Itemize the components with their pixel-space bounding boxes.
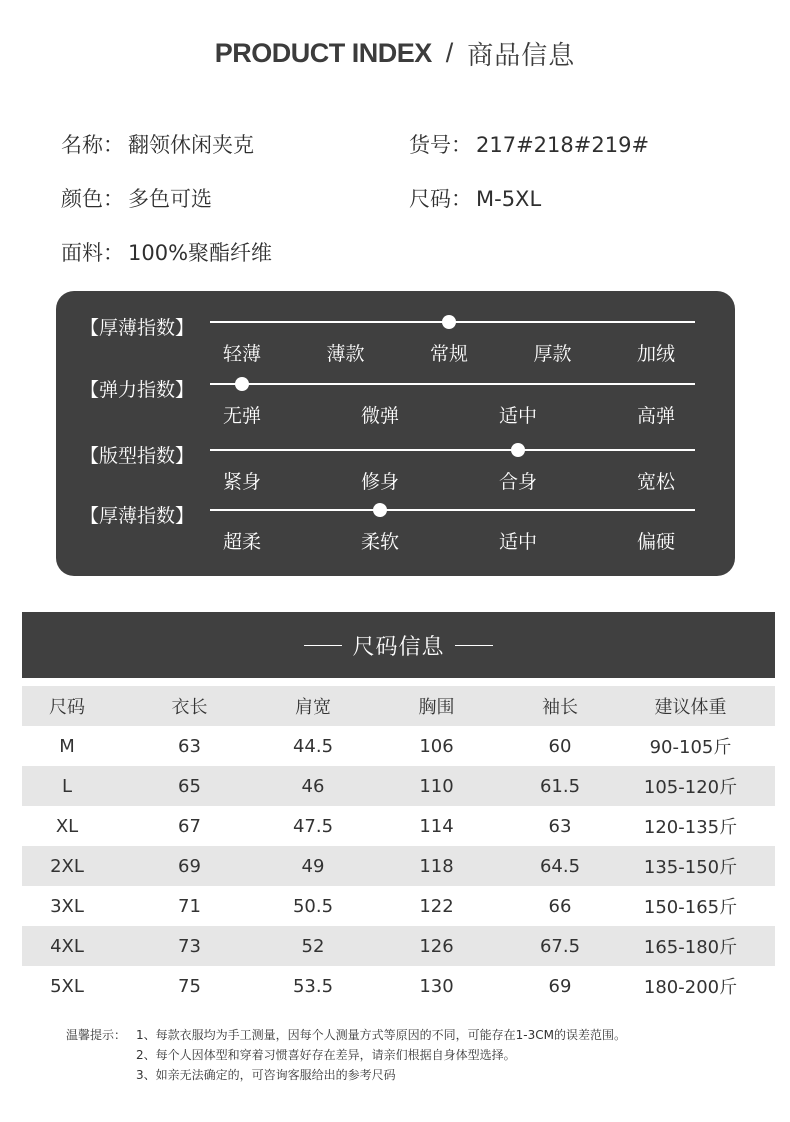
table-cell: 2XL: [50, 855, 84, 877]
banner-dash-left: [304, 645, 342, 646]
table-header-cell: 尺码: [49, 697, 85, 718]
index-option: 常规: [429, 343, 469, 365]
index-option: 紧身: [222, 471, 262, 493]
title-chinese: 商品信息: [467, 40, 576, 71]
table-cell: 120-135斤: [643, 817, 738, 838]
table-cell: 46: [301, 775, 325, 797]
banner-dash-right: [455, 645, 493, 646]
index-option: 轻薄: [222, 343, 262, 365]
table-cell: 61.5: [539, 775, 581, 797]
index-option: 柔软: [360, 531, 400, 553]
index-option: 偏硬: [636, 531, 676, 553]
table-row: [22, 886, 775, 926]
info-fabric: [61, 237, 272, 267]
index-option: 厚款: [533, 343, 572, 365]
table-header-row: [22, 686, 775, 726]
info-name-label: 名称：: [61, 133, 124, 157]
table-cell: XL: [55, 815, 79, 837]
index-option: 超柔: [222, 531, 262, 553]
info-item-no: [409, 129, 649, 159]
info-color-value: 多色可选: [128, 187, 212, 211]
info-fabric-label: 面料：: [61, 241, 124, 265]
table-cell: 60: [548, 735, 572, 757]
table-cell: 106: [419, 735, 454, 757]
info-size-label: 尺码：: [409, 187, 472, 211]
table-cell: 53.5: [292, 975, 334, 997]
index-option: 加绒: [636, 343, 676, 365]
note-line: [66, 1025, 626, 1045]
table-cell: 44.5: [292, 735, 334, 757]
table-row: [22, 806, 775, 846]
table-cell: 122: [419, 895, 454, 917]
table-cell: 73: [178, 935, 201, 957]
index-option: 适中: [498, 405, 538, 427]
table-cell: 64.5: [539, 855, 581, 877]
table-header-cell: 建议体重: [654, 697, 727, 718]
table-row: [22, 846, 775, 886]
note-line: [66, 1065, 626, 1085]
table-cell: 69: [178, 855, 201, 877]
index-option: 宽松: [636, 471, 676, 493]
table-row: [22, 766, 775, 806]
table-cell: 75: [178, 975, 201, 997]
size-table: [22, 686, 775, 1006]
index-label-3: 【厚薄指数】: [80, 505, 195, 527]
table-cell: 110: [419, 775, 454, 797]
table-row: [22, 926, 775, 966]
info-name-value: 翻领休闲夹克: [128, 133, 254, 157]
table-cell: 67.5: [539, 935, 581, 957]
index-label-1: 【弹力指数】: [80, 379, 195, 401]
index-marker-2: [511, 443, 525, 457]
info-size-value: M-5XL: [476, 187, 542, 211]
index-panel: [56, 291, 735, 576]
index-option: 修身: [360, 471, 400, 493]
info-size: [409, 183, 541, 213]
index-track-2: [210, 449, 695, 451]
table-cell: L: [61, 775, 73, 797]
info-item-no-value: 217#218#219#: [476, 133, 650, 157]
page-header: [0, 30, 790, 76]
table-cell: 118: [419, 855, 454, 877]
title-english: PRODUCT INDEX: [214, 37, 432, 68]
index-marker-0: [442, 315, 456, 329]
table-cell: 180-200斤: [643, 977, 738, 998]
info-item-no-label: 货号：: [409, 133, 472, 157]
size-banner: [22, 612, 775, 678]
table-cell: 5XL: [50, 975, 84, 997]
table-row: [22, 726, 775, 766]
table-header-cell: 胸围: [418, 697, 455, 718]
index-option: 无弹: [222, 405, 262, 427]
table-cell: 114: [419, 815, 454, 837]
index-marker-1: [235, 377, 249, 391]
table-cell: 71: [178, 895, 201, 917]
title-separator: /: [445, 37, 454, 68]
table-cell: 130: [419, 975, 454, 997]
info-color-label: 颜色：: [61, 187, 124, 211]
table-cell: 3XL: [50, 895, 84, 917]
table-cell: 150-165斤: [643, 897, 738, 918]
index-option: 合身: [498, 471, 538, 493]
index-option: 适中: [498, 531, 538, 553]
index-option: 高弹: [636, 405, 676, 427]
table-cell: 135-150斤: [643, 857, 738, 878]
table-cell: M: [59, 735, 75, 757]
table-cell: 105-120斤: [643, 777, 738, 798]
table-cell: 4XL: [50, 935, 84, 957]
table-cell: 63: [178, 735, 201, 757]
note-text: 1、每款衣服均为手工测量，因每个人测量方式等原因的不同，可能存在1-3CM的误差范围。: [136, 1028, 626, 1042]
table-header-cell: 肩宽: [295, 697, 331, 718]
table-cell: 90-105斤: [649, 737, 732, 758]
index-option: 微弹: [360, 405, 400, 427]
table-cell: 66: [548, 895, 572, 917]
table-cell: 63: [548, 815, 572, 837]
note-text: 2、每个人因体型和穿着习惯喜好存在差异，请亲们根据自身体型选择。: [136, 1048, 516, 1062]
table-row: [22, 966, 775, 1006]
note-text: 3、如亲无法确定的，可咨询客服给出的参考尺码: [136, 1068, 396, 1082]
index-label-0: 【厚薄指数】: [80, 317, 195, 339]
table-header-cell: 袖长: [542, 697, 578, 718]
info-name: [61, 129, 254, 159]
index-label-2: 【版型指数】: [80, 445, 195, 467]
table-cell: 47.5: [292, 815, 334, 837]
info-color: [61, 183, 212, 213]
table-cell: 49: [301, 855, 325, 877]
table-cell: 69: [548, 975, 572, 997]
index-track-1: [210, 383, 695, 385]
table-cell: 165-180斤: [643, 937, 738, 958]
index-option: 薄款: [326, 343, 365, 365]
table-cell: 65: [178, 775, 201, 797]
note-line: [66, 1045, 626, 1065]
info-fabric-value: 100%聚酯纤维: [128, 241, 273, 265]
table-cell: 126: [419, 935, 454, 957]
table-cell: 52: [301, 935, 325, 957]
index-marker-3: [373, 503, 387, 517]
table-cell: 50.5: [292, 895, 334, 917]
index-track-3: [210, 509, 695, 511]
size-banner-title: 尺码信息: [352, 634, 445, 660]
table-header-cell: 衣长: [171, 697, 208, 718]
note-label: 温馨提示：: [66, 1028, 127, 1042]
notes: [66, 1025, 626, 1085]
table-cell: 67: [178, 815, 201, 837]
